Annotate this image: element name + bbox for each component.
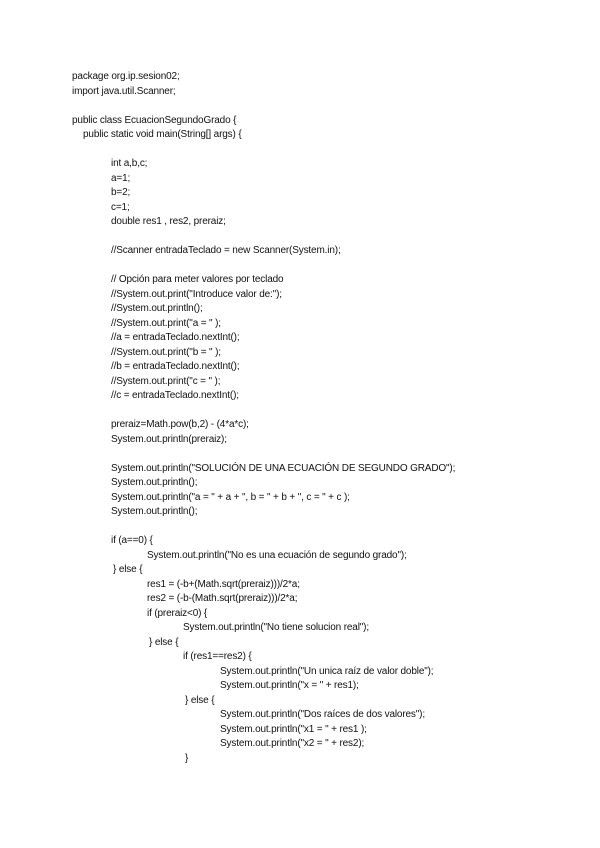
blank-line — [0, 259, 600, 274]
code-line: System.out.println("x2 = " + res2); — [220, 738, 365, 749]
code-line: res2 = (-b-(Math.sqrt(preraiz)))/2*a; — [147, 593, 298, 604]
code-line: System.out.println("x = " + res1); — [220, 680, 359, 691]
code-line: System.out.println("a = " + a + ", b = " + b + ", c = " + c ); — [111, 491, 350, 503]
code-line: System.out.println(preraiz); — [111, 433, 227, 445]
code-line: //Scanner entradaTeclado = new Scanner(System.in); — [111, 245, 341, 256]
code-line: if (preraiz<0) { — [147, 607, 208, 619]
code-line: //System.out.print("a = " ); — [111, 317, 221, 329]
code-line: package org.ip.sesion02; — [72, 71, 180, 82]
code-line: double res1 , res2, preraiz; — [111, 216, 226, 227]
code-line: public class EcuacionSegundoGrado { — [72, 114, 237, 126]
code-line: a=1; — [111, 172, 131, 184]
code-line: if (res1==res2) { — [183, 651, 252, 662]
code-line: c=1; — [111, 201, 130, 213]
code-line: //System.out.println(); — [111, 303, 203, 314]
code-line: //System.out.print("Introduce valor de:"); — [111, 288, 282, 300]
code-line: System.out.println("Un unica raíz de valor doble"); — [220, 665, 434, 677]
code-line: int a,b,c; — [111, 158, 148, 169]
code-line: } else { — [185, 694, 215, 706]
code-listing — [0, 70, 600, 766]
code-line: System.out.println("Dos raíces de dos valores"); — [220, 709, 425, 720]
code-line: preraiz=Math.pow(b,2) - (4*a*c); — [111, 419, 249, 430]
code-line: b=2; — [111, 187, 131, 198]
code-line: } else { — [113, 564, 143, 575]
code-line: System.out.println(); — [111, 477, 198, 488]
code-line: //b = entradaTeclado.nextInt(); — [111, 361, 240, 372]
code-line: //a = entradaTeclado.nextInt(); — [111, 332, 240, 343]
code-line: //System.out.print("b = " ); — [111, 346, 221, 358]
code-line: public static void main(String[] args) { — [83, 129, 242, 140]
blank-line — [0, 99, 600, 114]
code-line: //System.out.print("c = " ); — [111, 375, 221, 387]
code-line: System.out.println("No es una ecuación de segundo grado"); — [147, 549, 407, 561]
code-line: // Opción para meter valores por teclado — [111, 274, 284, 285]
blank-line — [0, 520, 600, 535]
code-line: } else { — [149, 636, 179, 648]
code-line: if (a==0) { — [111, 535, 153, 546]
code-line: //c = entradaTeclado.nextInt(); — [111, 390, 239, 401]
code-line: System.out.println("x1 = " + res1 ); — [220, 723, 367, 735]
blank-line — [0, 447, 600, 462]
code-line: res1 = (-b+(Math.sqrt(preraiz)))/2*a; — [147, 578, 300, 590]
blank-line — [0, 230, 600, 245]
code-line: } — [185, 752, 189, 764]
code-line: System.out.println(); — [111, 506, 198, 517]
blank-line — [0, 404, 600, 419]
code-line: System.out.println("No tiene solucion real"); — [183, 622, 369, 633]
code-line: import java.util.Scanner; — [72, 85, 176, 97]
blank-line — [0, 143, 600, 158]
code-line: System.out.println("SOLUCIÓN DE UNA ECUACIÓN DE SEGUNDO GRADO"); — [111, 462, 456, 474]
